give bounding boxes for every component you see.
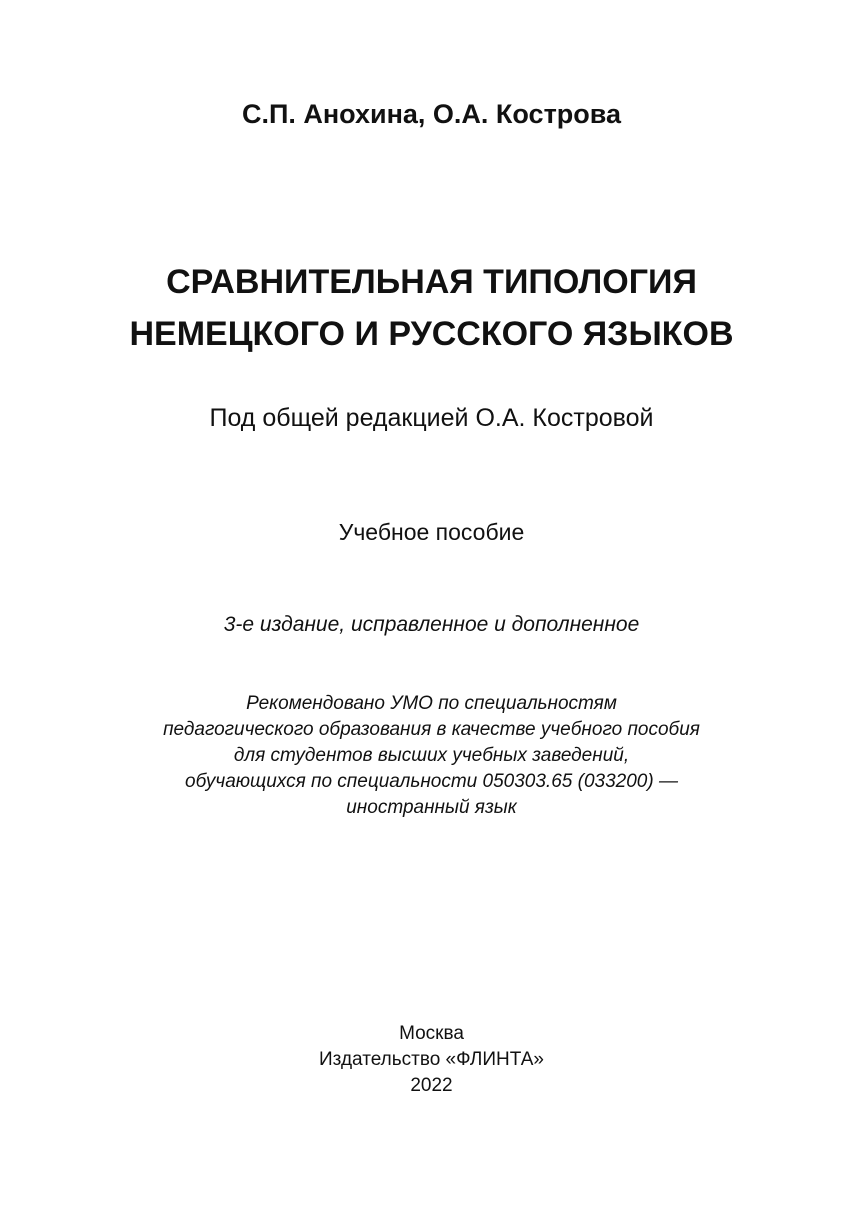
publication-type: Учебное пособие	[338, 519, 525, 545]
recommendation-note	[0, 691, 863, 821]
imprint-year: 2022	[410, 1075, 453, 1096]
recommendation-line-3: для студентов высших учебных заведений,	[233, 745, 630, 766]
editor-credit: Под общей редакцией О.А. Костровой	[209, 404, 654, 432]
imprint	[0, 1021, 863, 1099]
recommendation-line-4: обучающихся по специальности 050303.65 (033200) —	[185, 771, 678, 792]
recommendation-line-2: педагогического образования в качестве учебного пособия	[163, 719, 700, 740]
imprint-publisher: Издательство «ФЛИНТА»	[319, 1049, 544, 1070]
recommendation-line-5: иностранный язык	[346, 797, 517, 818]
authors: С.П. Анохина, О.А. Кострова	[241, 99, 622, 129]
imprint-city: Москва	[399, 1023, 464, 1044]
book-title	[0, 256, 863, 360]
edition-note: 3-е издание, исправленное и дополненное	[223, 613, 640, 636]
book-title-line-2: НЕМЕЦКОГО И РУССКОГО ЯЗЫКОВ	[129, 315, 734, 353]
book-title-line-1: СРАВНИТЕЛЬНАЯ ТИПОЛОГИЯ	[166, 263, 697, 301]
recommendation-line-1: Рекомендовано УМО по специальностям	[246, 693, 617, 714]
